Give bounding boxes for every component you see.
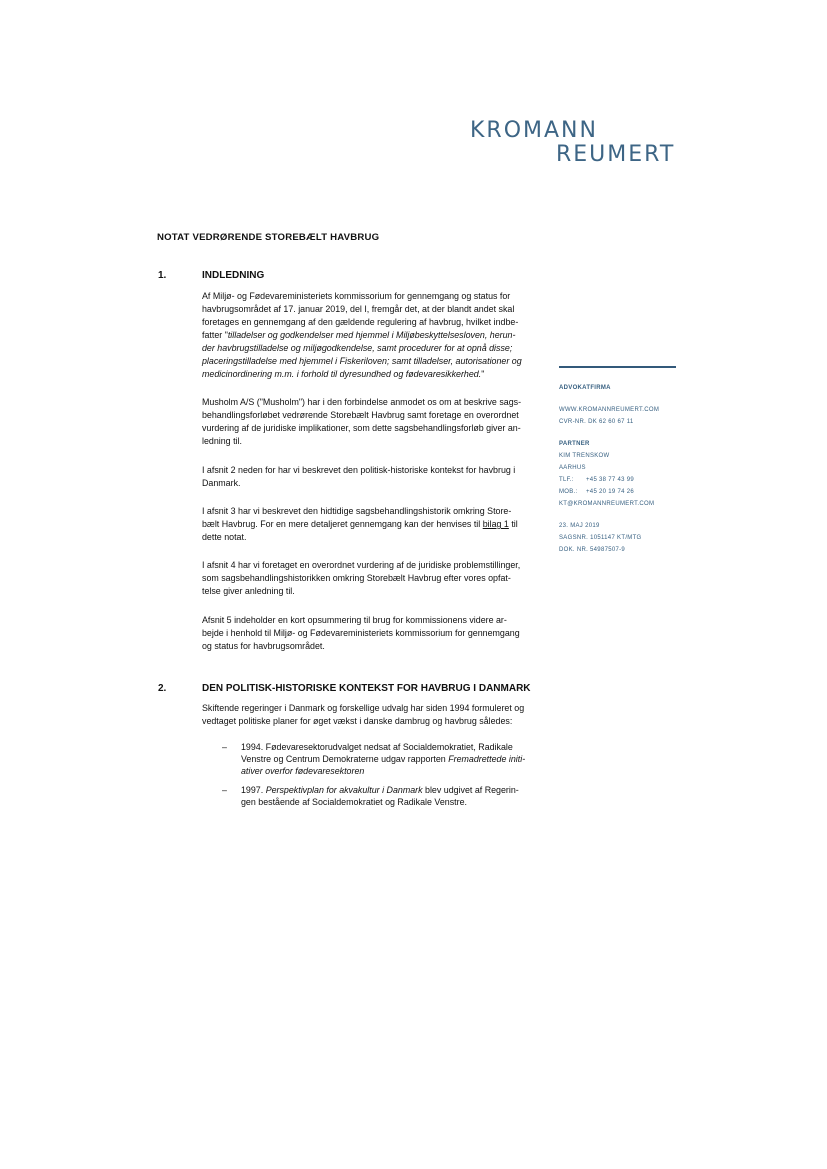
logo-line-2: REUMERT xyxy=(556,142,676,167)
text-line: I afsnit 4 har vi foretaget en overordnet vurdering af de juridiske problemstillinger, xyxy=(202,560,521,570)
text-line xyxy=(241,741,552,753)
text-line: telse giver anledning til. xyxy=(202,586,295,597)
text-line: ledning til. xyxy=(202,436,242,447)
text-fragment: fatter " xyxy=(202,330,228,341)
website-link[interactable]: WWW.KROMANNREUMERT.COM xyxy=(559,407,660,413)
text-line xyxy=(241,784,552,796)
text-line: behandlingsforløbet vedrørende Storebælt Havbrug samt foretage en overordnet xyxy=(202,410,519,421)
mobile-row xyxy=(559,486,676,498)
logo-line-1: KROMANN xyxy=(470,118,598,143)
section-1-number: 1. xyxy=(158,270,167,281)
text-line: Af Miljø- og Fødevareministeriets kommissorium for gennemgang og status for xyxy=(202,291,511,301)
document-title: NOTAT VEDRØRENDE STOREBÆLT HAVBRUG xyxy=(157,232,380,243)
text-line: Skiftende regeringer i Danmark og forskellige udvalg har siden 1994 formuleret og xyxy=(202,703,525,713)
text-fragment: . Fødevaresektorudvalget nedsat af Socialdemokratiet, Radikale xyxy=(260,742,513,752)
text-line: gen bestående af Socialdemokratiet og Radikale Venstre. xyxy=(241,796,467,807)
bilag-1-link[interactable]: bilag 1 xyxy=(482,519,509,530)
text-line: og status for havbrugsområdet. xyxy=(202,641,325,652)
document-number: DOK. NR. 54987507-9 xyxy=(559,547,626,553)
text-fragment: blev udgivet af Regerin- xyxy=(422,784,519,795)
plan-title: Perspektivplan for akvakultur i Danmark xyxy=(265,784,423,795)
mobile-label: MOB.: xyxy=(559,489,578,495)
section-1-paragraph-6 xyxy=(202,614,546,653)
section-2-heading: DEN POLITISK-HISTORISKE KONTEKST FOR HAVBRUG I DANMARK xyxy=(202,683,531,694)
quoted-text: medicinordinering m.m. i forhold til dyresundhed og fødevaresikkerhed. xyxy=(202,369,482,380)
partner-label: PARTNER xyxy=(559,441,590,447)
text-line xyxy=(202,368,546,381)
year-1997: 1997 xyxy=(241,784,261,795)
text-fragment: " xyxy=(481,369,485,380)
list-item xyxy=(222,784,552,808)
text-line xyxy=(202,518,546,531)
email-link[interactable]: KT@KROMANNREUMERT.COM xyxy=(559,501,655,507)
section-1-paragraph-2 xyxy=(202,396,546,448)
section-2-intro xyxy=(202,702,546,728)
phone-label: TLF.: xyxy=(559,477,574,483)
text-fragment: . xyxy=(260,784,266,795)
section-1-heading: INDLEDNING xyxy=(202,270,265,281)
phone-row xyxy=(559,474,676,486)
section-2-number: 2. xyxy=(158,683,167,694)
text-line: havbrugsområdet af 17. januar 2019, del I, fremgår det, at der blandt andet skal xyxy=(202,304,515,315)
cvr-number: CVR-NR. DK 62 60 67 11 xyxy=(559,419,634,425)
list-item xyxy=(222,741,552,778)
text-line: I afsnit 3 har vi beskrevet den hidtidige sagsbehandlingshistorik omkring Store- xyxy=(202,506,512,516)
section-1-paragraph-5 xyxy=(202,559,546,598)
report-title-cont: ativer overfor fødevaresektoren xyxy=(241,766,365,777)
mobile-number: +45 20 19 74 26 xyxy=(586,489,635,495)
year-1994: 1994 xyxy=(241,742,261,752)
office-city: AARHUS xyxy=(559,465,586,471)
text-line xyxy=(202,329,546,342)
text-line: Danmark. xyxy=(202,478,241,489)
sidebar-divider xyxy=(559,366,676,368)
quoted-text-line: placeringstilladelse med hjemmel i Fiskeriloven; samt tilladelser, autorisationer og xyxy=(202,356,522,367)
text-line xyxy=(241,753,552,765)
section-1-paragraph-3 xyxy=(202,464,546,490)
text-line: dette notat. xyxy=(202,532,247,543)
text-line: foretages en gennemgang af den gældende regulering af havbrug, hvilket indbe- xyxy=(202,317,519,328)
case-number: SAGSNR. 1051147 KT/MTG xyxy=(559,535,642,541)
text-line: bejde i henhold til Miljø- og Fødevareministeriets kommissorium for gennemgang xyxy=(202,628,520,639)
firm-type: ADVOKATFIRMA xyxy=(559,385,611,391)
section-1-paragraph-1 xyxy=(202,290,546,381)
policy-timeline-list xyxy=(222,741,552,814)
phone-number: +45 38 77 43 99 xyxy=(586,477,635,483)
text-line: vedtaget politiske planer for øget vækst i danske dambrug og havbrug således: xyxy=(202,716,513,727)
quoted-text-line: der havbrugstilladelse og miljøgodkendelse, samt procedurer for at opnå disse; xyxy=(202,343,513,354)
text-fragment: Venstre og Centrum Demokraterne udgav rapporten xyxy=(241,754,449,765)
kromann-reumert-logo xyxy=(468,118,678,166)
letterhead-sidebar xyxy=(559,366,676,556)
text-fragment: til xyxy=(508,519,518,530)
dash-bullet: – xyxy=(222,742,227,752)
dash-bullet: – xyxy=(222,784,227,795)
text-line: Afsnit 5 indeholder en kort opsummering til brug for kommissionens videre ar- xyxy=(202,615,507,625)
text-line: som sagsbehandlingshistorikken omkring Storebælt Havbrug efter vores opfat- xyxy=(202,573,511,584)
section-1-paragraph-4 xyxy=(202,505,546,544)
text-line: vurdering af de juridiske implikationer, som dette sagsbehandlingsforløb giver an- xyxy=(202,423,521,434)
partner-name: KIM TRENSKOW xyxy=(559,453,610,459)
quoted-text: tilladelser og godkendelser med hjemmel i Miljøbeskyttelsesloven, herun- xyxy=(227,330,516,341)
report-title: Fremadrettede initi- xyxy=(448,754,526,765)
text-fragment: bælt Havbrug. For en mere detaljeret gennemgang kan der henvises til xyxy=(202,519,483,530)
text-line: Musholm A/S ("Musholm") har i den forbindelse anmodet os om at beskrive sags- xyxy=(202,397,522,407)
document-date: 23. MAJ 2019 xyxy=(559,523,600,529)
text-line: I afsnit 2 neden for har vi beskrevet den politisk-historiske kontekst for havbrug i xyxy=(202,465,516,475)
